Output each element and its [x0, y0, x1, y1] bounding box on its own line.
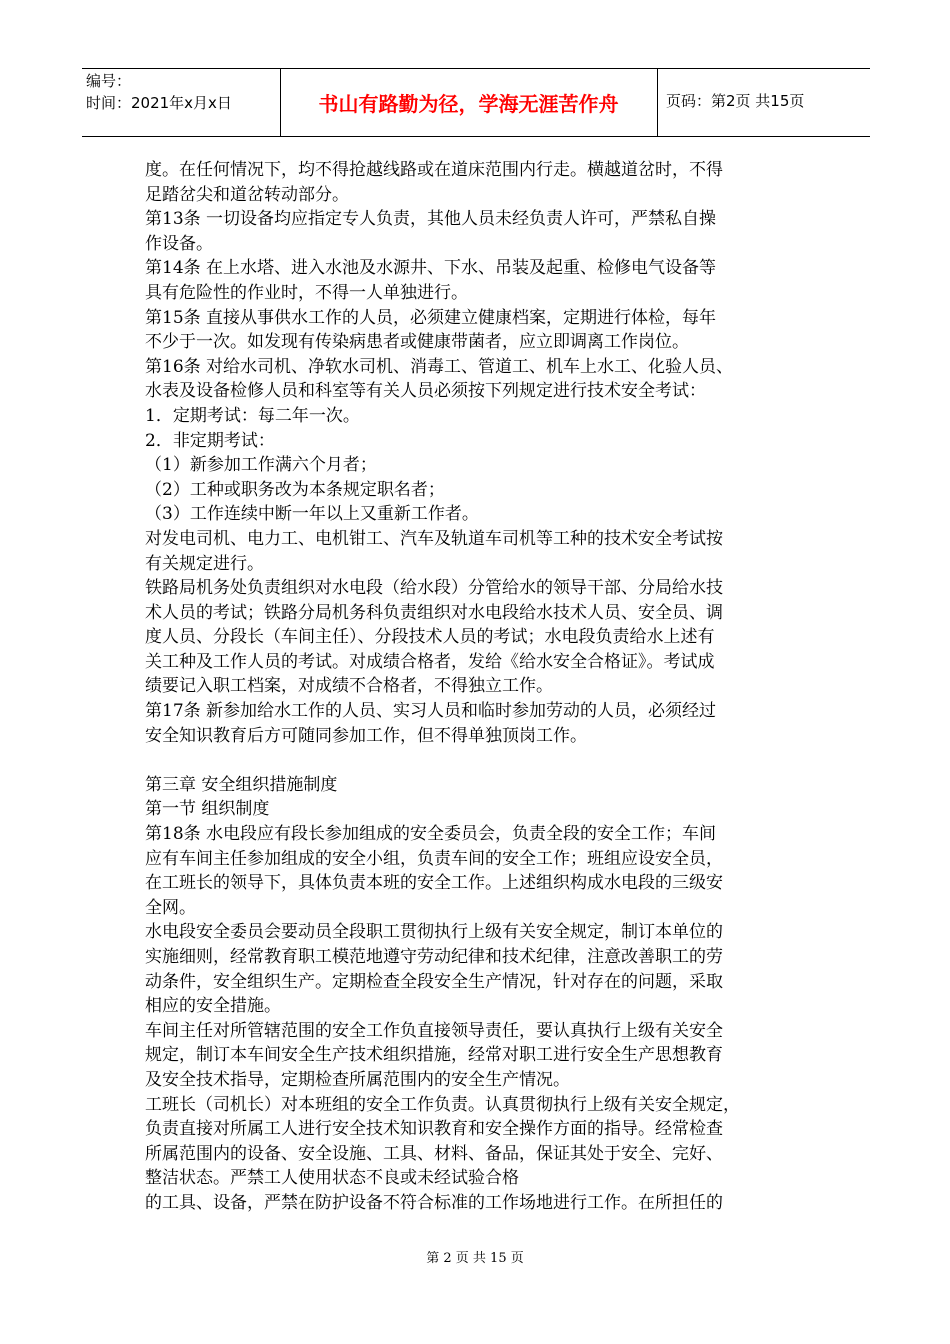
header-top-rule	[82, 68, 870, 69]
text-line: 所属范围内的设备、安全设施、工具、材料、备品，保证其处于安全、完好、	[145, 1143, 723, 1164]
text-line: 关工种及工作人员的考试。对成绩合格者，发给《给水安全合格证》。考试成	[145, 651, 715, 672]
text-line: 第15条 直接从事供水工作的人员，必须建立健康档案，定期进行体检，每年	[145, 307, 717, 328]
text-line: 水表及设备检修人员和科室等有关人员必须按下列规定进行技术安全考试：	[145, 381, 706, 402]
text-line: 足踏岔尖和道岔转动部分。	[145, 184, 349, 205]
text-line: 负责直接对所属工人进行安全技术知识教育和安全操作方面的指导。经常检查	[145, 1119, 723, 1140]
text-line: （1）新参加工作满六个月者；	[145, 455, 377, 476]
text-line: 第16条 对给水司机、净软水司机、消毒工、管道工、机车上水工、化验人员、	[145, 356, 734, 377]
document-body	[145, 158, 813, 1216]
text-line: 第17条 新参加给水工作的人员、实习人员和临时参加劳动的人员，必须经过	[145, 701, 717, 722]
text-line: 工班长（司机长）对本班组的安全工作负责。认真贯彻执行上级有关安全规定，	[145, 1094, 740, 1115]
blank-line	[145, 748, 813, 773]
text-line: （3）工作连续中断一年以上又重新工作者。	[145, 504, 479, 525]
text-line: 铁路局机务处负责组织对水电段（给水段）分管给水的领导干部、分局给水技	[145, 578, 723, 599]
header-divider-left	[280, 68, 281, 137]
text-line: 第三章 安全组织措施制度	[145, 774, 338, 795]
text-line: 不少于一次。如发现有传染病患者或健康带菌者，应立即调离工作岗位。	[145, 332, 689, 353]
text-line: （2）工种或职务改为本条规定职名者；	[145, 479, 445, 500]
header-divider-right	[657, 68, 658, 137]
document-number-label: 编号：	[86, 72, 132, 90]
text-line: 绩要记入职工档案，对成绩不合格者，不得独立工作。	[145, 676, 553, 697]
text-line: 第一节 组织制度	[145, 799, 270, 820]
header-motto: 书山有路勤为径，学海无涯苦作舟	[318, 92, 619, 116]
header-bottom-rule	[82, 136, 870, 137]
text-line: 相应的安全措施。	[145, 996, 281, 1017]
text-line: 度。在任何情况下，均不得抢越线路或在道床范围内行走。横越道岔时，不得	[145, 160, 723, 180]
text-line: 1．定期考试：每二年一次。	[145, 405, 360, 426]
text-line: 整洁状态。严禁工人使用状态不良或未经试验合格	[145, 1168, 519, 1189]
text-line: 及安全技术指导，定期检查所属范围内的安全生产情况。	[145, 1069, 570, 1090]
text-line: 安全知识教育后方可随同参加工作，但不得单独顶岗工作。	[145, 725, 587, 746]
text-line: 车间主任对所管辖范围的安全工作负直接领导责任，要认真执行上级有关安全	[145, 1020, 723, 1041]
text-line: 规定，制订本车间安全生产技术组织措施，经常对职工进行安全生产思想教育	[145, 1045, 723, 1066]
text-line: 动条件，安全组织生产。定期检查全段安全生产情况，针对存在的问题，采取	[145, 971, 723, 992]
text-line: 2．非定期考试：	[145, 430, 275, 451]
header-meta	[86, 70, 276, 114]
text-line: 水电段安全委员会要动员全段职工贯彻执行上级有关安全规定，制订本单位的	[145, 922, 723, 943]
document-time-label: 时间：2021年x月x日	[86, 94, 232, 112]
text-line: 作设备。	[145, 233, 213, 254]
text-line: 术人员的考试；铁路分局机务科负责组织对水电段给水技术人员、安全员、调	[145, 602, 723, 623]
header-page-info: 页码：第2页 共15页	[666, 92, 805, 110]
text-line: 度人员、分段长（车间主任）、分段技术人员的考试；水电段负责给水上述有	[145, 627, 715, 648]
text-line: 具有危险性的作业时，不得一人单独进行。	[145, 282, 468, 303]
text-line: 应有车间主任参加组成的安全小组，负责车间的安全工作；班组应设安全员，	[145, 848, 723, 869]
text-line: 全网。	[145, 897, 196, 918]
text-line: 第18条 水电段应有段长参加组成的安全委员会，负责全段的安全工作；车间	[145, 824, 717, 845]
text-line: 第13条 一切设备均应指定专人负责，其他人员未经负责人许可，严禁私自操	[145, 209, 717, 230]
text-line: 有关规定进行。	[145, 553, 264, 574]
page-header	[82, 68, 870, 138]
text-line: 的工具、设备，严禁在防护设备不符合标准的工作场地进行工作。在所担任的	[145, 1192, 723, 1213]
text-line: 第14条 在上水塔、进入水池及水源井、下水、吊装及起重、检修电气设备等	[145, 258, 717, 279]
text-line: 在工班长的领导下，具体负责本班的安全工作。上述组织构成水电段的三级安	[145, 873, 723, 894]
text-line: 对发电司机、电力工、电机钳工、汽车及轨道车司机等工种的技术安全考试按	[145, 528, 723, 549]
text-line: 实施细则，经常教育职工模范地遵守劳动纪律和技术纪律，注意改善职工的劳	[145, 947, 723, 967]
page-footer: 第 2 页 共 15 页	[426, 1251, 524, 1266]
